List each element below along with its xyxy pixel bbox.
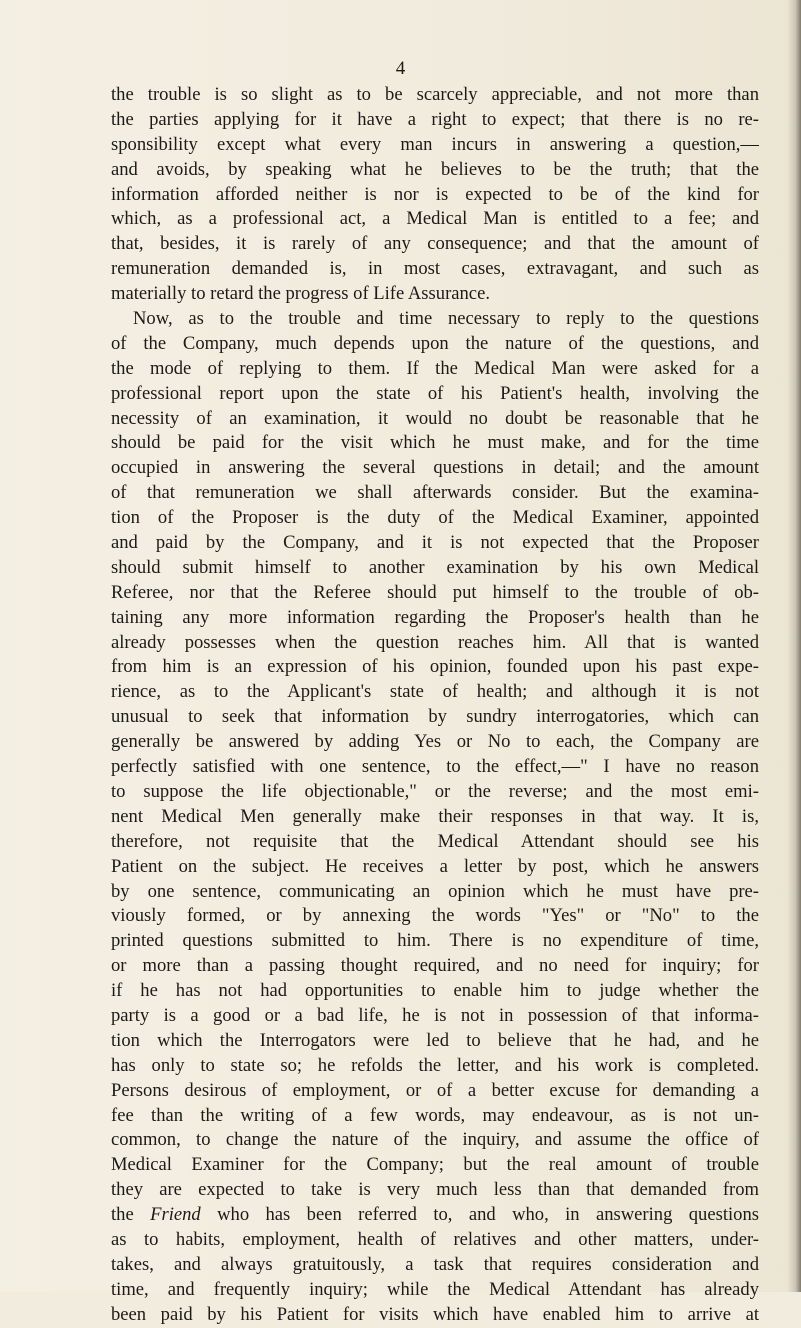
text-line: nent Medical Men generally make their responses in that way. It is, [111, 805, 759, 827]
text-line: of the Company, much depends upon the nature of the questions, and [111, 332, 759, 354]
italic-word: Friend [150, 1204, 201, 1226]
text-line: unusual to seek that information by sundry interrogatories, which can [111, 706, 759, 728]
text-line: to suppose the life objectionable," or the reverse; and the most emi- [111, 780, 759, 802]
text-line: sponsibility except what every man incurs in answering a question,— [111, 133, 759, 155]
text-line: should be paid for the visit which he must make, and for the time [111, 432, 759, 454]
text-line: of that remuneration we shall afterwards consider. But the examina- [111, 482, 759, 504]
text-line: tion which the Interrogators were led to believe that he had, and he [111, 1029, 759, 1051]
text-line: if he has not had opportunities to enable him to judge whether the [111, 980, 759, 1002]
text-line: or more than a passing thought required, and no need for inquiry; for [111, 955, 759, 977]
text-line: which, as a professional act, a Medical Man is entitled to a fee; and [111, 208, 759, 230]
text-fragment: the [111, 1204, 151, 1226]
text-line: Patient on the subject. He receives a letter by post, which he answers [111, 855, 759, 877]
text-line: that, besides, it is rarely of any consequence; and that the amount of [111, 233, 759, 255]
text-line: viously formed, or by annexing the words "Yes" or "No" to the [111, 905, 759, 927]
text-line: perfectly satisfied with one sentence, to the effect,—" I have no reason [111, 756, 759, 778]
text-line: by one sentence, communicating an opinion which he must have pre- [111, 880, 759, 902]
page-number: 4 [395, 58, 406, 79]
text-line: Medical Examiner for the Company; but the real amount of trouble [111, 1154, 759, 1176]
text-line: the mode of replying to them. If the Medical Man were asked for a [111, 357, 759, 379]
text-line: necessity of an examination, it would no doubt be reasonable that he [111, 407, 759, 429]
text-line: time, and frequently inquiry; while the Medical Attendant has already [111, 1278, 759, 1300]
text-fragment: who has been referred to, and who, in answering questions [200, 1204, 759, 1226]
text-line: occupied in answering the several questions in detail; and the amount [111, 457, 759, 479]
text-line: Persons desirous of employment, or of a better excuse for demanding a [111, 1079, 759, 1101]
text-line: the trouble is so slight as to be scarcely appreciable, and not more than [111, 84, 759, 105]
text-line: should submit himself to another examination by his own Medical [111, 556, 759, 578]
text-line: takes, and always gratuitously, a task that requires consideration and [111, 1253, 759, 1275]
text-line: materially to retard the progress of Life Assurance. [111, 283, 490, 305]
text-line: information afforded neither is nor is expected to be of the kind for [111, 183, 759, 205]
text-line: therefore, not requisite that the Medical Attendant should see his [111, 830, 759, 852]
text-line: as to habits, employment, health of relatives and other matters, under- [111, 1228, 759, 1250]
text-line: professional report upon the state of his Patient's health, involving the [111, 382, 759, 404]
text-line: been paid by his Patient for visits which have enabled him to arrive at [111, 1303, 759, 1325]
text-line: party is a good or a bad life, he is not in possession of that informa- [111, 1004, 759, 1026]
text-line: taining any more information regarding the Proposer's health than he [111, 606, 759, 628]
text-line: from him is an expression of his opinion, founded upon his past expe- [111, 656, 759, 678]
text-line: Referee, nor that the Referee should put himself to the trouble of ob- [111, 581, 759, 603]
text-line: and paid by the Company, and it is not expected that the Proposer [111, 532, 759, 554]
text-line: fee than the writing of a few words, may endeavour, as is not un- [111, 1104, 759, 1126]
text-line: rience, as to the Applicant's state of health; and although it is not [111, 681, 759, 703]
text-line: common, to change the nature of the inquiry, and assume the office of [111, 1129, 759, 1151]
text-line [111, 1203, 759, 1228]
page-edge-shadow [787, 0, 801, 1292]
text-line: already possesses when the question reaches him. All that is wanted [111, 631, 759, 653]
text-line: they are expected to take is very much less than that demanded from [111, 1179, 759, 1201]
text-line: Now, as to the trouble and time necessary to reply to the questions [133, 308, 759, 330]
text-line: and avoids, by speaking what he believes to be the truth; that the [111, 158, 759, 180]
text-line: tion of the Proposer is the duty of the Medical Examiner, appointed [111, 507, 759, 529]
text-line: printed questions submitted to him. There is no expenditure of time, [111, 930, 759, 952]
text-line: generally be answered by adding Yes or No to each, the Company are [111, 731, 759, 753]
text-line: the parties applying for it have a right to expect; that there is no re- [111, 108, 759, 130]
text-line: remuneration demanded is, in most cases, extravagant, and such as [111, 258, 759, 280]
body-text [111, 83, 759, 1328]
text-line: has only to state so; he refolds the letter, and his work is completed. [111, 1054, 759, 1076]
